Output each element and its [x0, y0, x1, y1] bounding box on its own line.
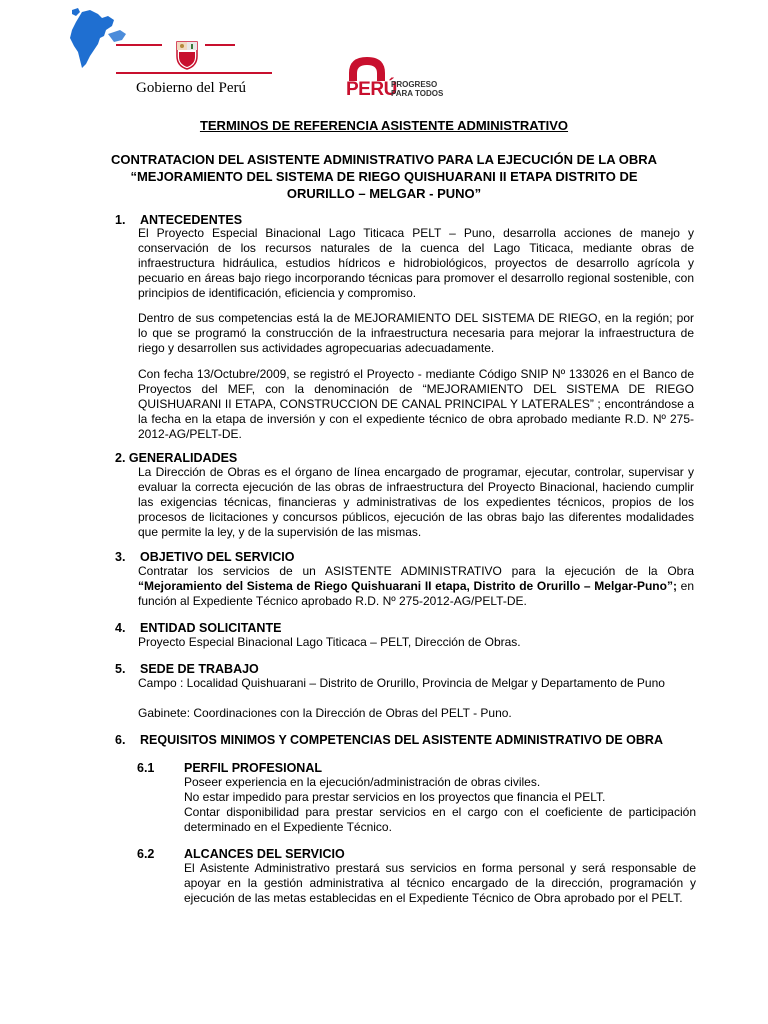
section-2-paragraph-1: La Dirección de Obras es el órgano de línea encargado de programar, ejecutar, controlar, supervisar y evaluar la correcta ejecución de las obras de infraestructura del Proyecto Binacional, haciendo cumplir las exigencias técnicas, financieras y administrativas de los expedientes técnicos, propios de los procesos de licitaciones y concursos públicos, ejecución de las obras bajo las diferentes modalidades que permite la ley, y de la supervisión de las mismas. [138, 465, 694, 539]
section-2-heading [115, 451, 237, 465]
gobierno-del-peru-text: Gobierno del Perú [136, 80, 246, 96]
section-5-heading [115, 662, 259, 676]
section-1-paragraph-2: Dentro de sus competencias está la de MEJORAMIENTO DEL SISTEMA DE RIEGO, en la región; por lo que se programó la construcción de la infraestructura necesaria para mejorar la infraestructura de riego y desarrollen sus actividades agropecuarias adecuadamente. [138, 311, 694, 355]
subsection-6-1-line-3: Contar disponibilidad para prestar servicios en el cargo con el coeficiente de participación determinado en el Expediente Técnico. [184, 805, 696, 834]
section-title: SEDE DE TRABAJO [140, 662, 259, 676]
section-5-paragraph-1: Campo : Localidad Quishuarani – Distrito de Orurillo, Provincia de Melgar y Departamento de Puno [138, 676, 665, 690]
subsection-6-1-number: 6.1 [137, 761, 155, 775]
section-number: 6. [115, 733, 126, 747]
objective-text-start: Contratar los servicios de un ASISTENTE ADMINISTRATIVO para la ejecución de la Obra [138, 564, 694, 578]
section-3-paragraph [138, 564, 694, 609]
section-5-paragraph-2: Gabinete: Coordinaciones con la Dirección de Obras del PELT - Puno. [138, 706, 512, 720]
section-title: ANTECEDENTES [140, 213, 243, 227]
section-number: 2. [115, 451, 126, 465]
objective-project-name: “Mejoramiento del Sistema de Riego Quishuarani II etapa, Distrito de Orurillo – Melgar-Puno”; [138, 579, 677, 593]
peru-brand-arch-icon [347, 55, 387, 81]
section-title: GENERALIDADES [128, 451, 238, 465]
objective-text-end: en función al Expediente Técnico aprobado R.D. Nº 275-2012-AG/PELT-DE. [138, 579, 695, 608]
peru-brand-word: PERÚ [346, 79, 397, 100]
section-1-heading [115, 213, 242, 227]
section-1-paragraph-3: Con fecha 13/Octubre/2009, se registró el Proyecto - mediante Código SNIP Nº 133026 en el Banco de Proyectos del MEF, con la denominación de “MEJORAMIENTO DEL SISTEMA DE RIEGO QUISHUARANI II ETAPA, CONSTRUCCION DE CANAL PRINCIPAL Y LATERALES” ; encontrándose a la fecha en la etapa de inversión y con el expediente técnico de obra aprobado mediante R.D. Nº 275-2012-AG/PELT-DE. [138, 367, 694, 441]
document-subtitle: CONTRATACION DEL ASISTENTE ADMINISTRATIVO PARA LA EJECUCIÓN DE LA OBRA “MEJORAMIENTO DEL SISTEMA DE RIEGO QUISHUARANI II ETAPA DISTRITO DE ORURILLO – MELGAR - PUNO” [110, 152, 657, 201]
slogan-line-1: PROGRESO [391, 80, 438, 89]
peru-brand-slogan [391, 80, 471, 98]
section-number: 5. [115, 662, 126, 676]
section-number: 4. [115, 621, 126, 635]
section-1-paragraph-1: El Proyecto Especial Binacional Lago Titicaca PELT – Puno, desarrolla acciones de manejo y conservación de los recursos naturales de la cuenca del Lago Titicaca, mediante obras de infraestructura hidráulica, estudios hídricos e hidrobiológicos, proyectos de desarrollo agrícola y pecuario en áreas bajo riego incorporando técnicas para promover el desarrollo regional sostenible, con principios de identificación, eficiencia y compromiso. [138, 226, 694, 300]
subsection-6-1-line-2: No estar impedido para prestar servicios en los proyectos que financia el PELT. [184, 790, 606, 804]
section-3-heading [115, 550, 294, 564]
subsection-6-1-title: PERFIL PROFESIONAL [184, 761, 322, 775]
section-title: OBJETIVO DEL SERVICIO [140, 550, 295, 564]
section-number: 3. [115, 550, 126, 564]
section-title: REQUISITOS MINIMOS Y COMPETENCIAS DEL ASISTENTE ADMINISTRATIVO DE OBRA [140, 733, 663, 747]
header-red-line-left [116, 44, 162, 46]
section-4-heading [115, 621, 281, 635]
subsection-6-2-title: ALCANCES DEL SERVICIO [184, 847, 345, 861]
document-title: TERMINOS DE REFERENCIA ASISTENTE ADMINISTRATIVO [199, 118, 569, 133]
slogan-line-2: PARA TODOS [391, 89, 444, 98]
section-4-paragraph: Proyecto Especial Binacional Lago Titicaca – PELT, Dirección de Obras. [138, 635, 521, 649]
section-number: 1. [115, 213, 126, 227]
header-red-line-right [205, 44, 235, 46]
subsection-6-1-line-1: Poseer experiencia en la ejecución/administración de obras civiles. [184, 775, 541, 789]
header-red-line-bottom [116, 72, 272, 74]
section-6-heading [115, 733, 663, 747]
subsection-6-2-paragraph: El Asistente Administrativo prestará sus servicios en forma personal y será responsable de apoyar en la gestión administrativa al técnico encargado de la dirección, programación y ejecución de las metas establecidas en el Expediente Técnico de Obra aprobado por el PELT. [184, 861, 696, 905]
subsection-6-2-number: 6.2 [137, 847, 155, 861]
peru-coat-of-arms-icon [175, 40, 199, 70]
south-america-map-icon [68, 8, 128, 72]
section-title: ENTIDAD SOLICITANTE [140, 621, 282, 635]
document-header [0, 0, 768, 110]
